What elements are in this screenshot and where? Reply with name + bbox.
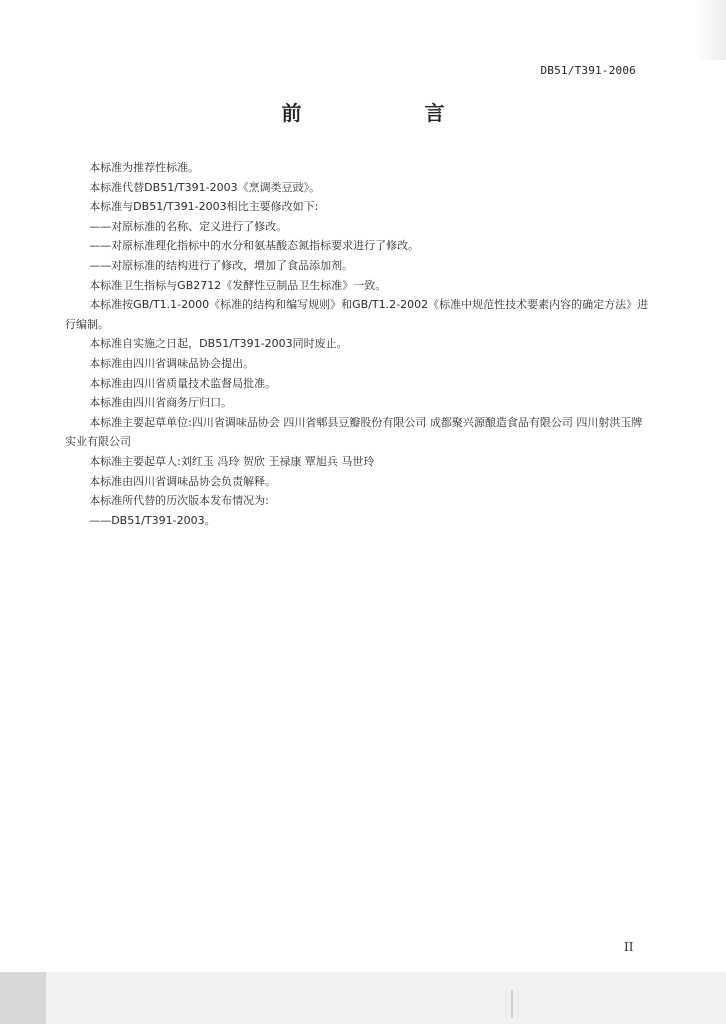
- paragraph: 本标准为推荐性标准。: [89, 161, 200, 174]
- list-item: ——DB51/T391-2003。: [89, 513, 216, 527]
- paragraph: 本标准自实施之日起，DB51/T391-2003同时废止。: [89, 337, 348, 351]
- scan-bottom-band: [0, 972, 726, 1024]
- scan-line-mark: [511, 990, 513, 1018]
- paragraph: 本标准卫生指标与GB2712《发酵性豆制品卫生标准》一致。: [89, 278, 387, 292]
- paragraph: 本标准主要起草单位:四川省调味品协会 四川省郫县豆瓣股份有限公司 成都聚兴源酿造食品有限公司 四川射洪玉牌实业有限公司: [65, 415, 643, 449]
- page-title: 前 言: [281, 101, 503, 125]
- page-number: II: [624, 940, 634, 954]
- paragraph: 本标准由四川省商务厅归口。: [89, 396, 233, 410]
- paragraph: 本标准与DB51/T391-2003相比主要修改如下:: [89, 200, 319, 214]
- scan-shadow-edge: [696, 0, 726, 60]
- paragraph: 本标准由四川省调味品协会提出。: [89, 356, 255, 370]
- paragraph: 本标准由四川省质量技术监督局批准。: [89, 376, 277, 390]
- list-item: ——对原标准理化指标中的水分和氨基酸态氮指标要求进行了修改。: [89, 239, 420, 253]
- paragraph: 本标准主要起草人:刘红玉 冯玲 贺欣 王禄康 覃旭兵 马世玲: [89, 454, 375, 468]
- list-item: ——对原标准的结构进行了修改，增加了食品添加剂。: [89, 258, 354, 272]
- paragraph: 本标准代替DB51/T391-2003《烹调类豆豉》。: [89, 180, 321, 194]
- paragraph: 本标准所代替的历次版本发布情况为:: [89, 494, 269, 508]
- paragraph: 本标准按GB/T1.1-2000《标准的结构和编写规则》和GB/T1.2-2002《标准中规范性技术要素内容的确定方法》进行编制。: [65, 298, 649, 331]
- paragraph: 本标准由四川省调味品协会负责解释。: [89, 474, 277, 488]
- scan-corner-mark: [0, 972, 46, 1024]
- foreword-body: [65, 158, 650, 530]
- list-item: ——对原标准的名称、定义进行了修改。: [89, 219, 288, 233]
- standard-code: DB51/T391-2006: [540, 64, 636, 77]
